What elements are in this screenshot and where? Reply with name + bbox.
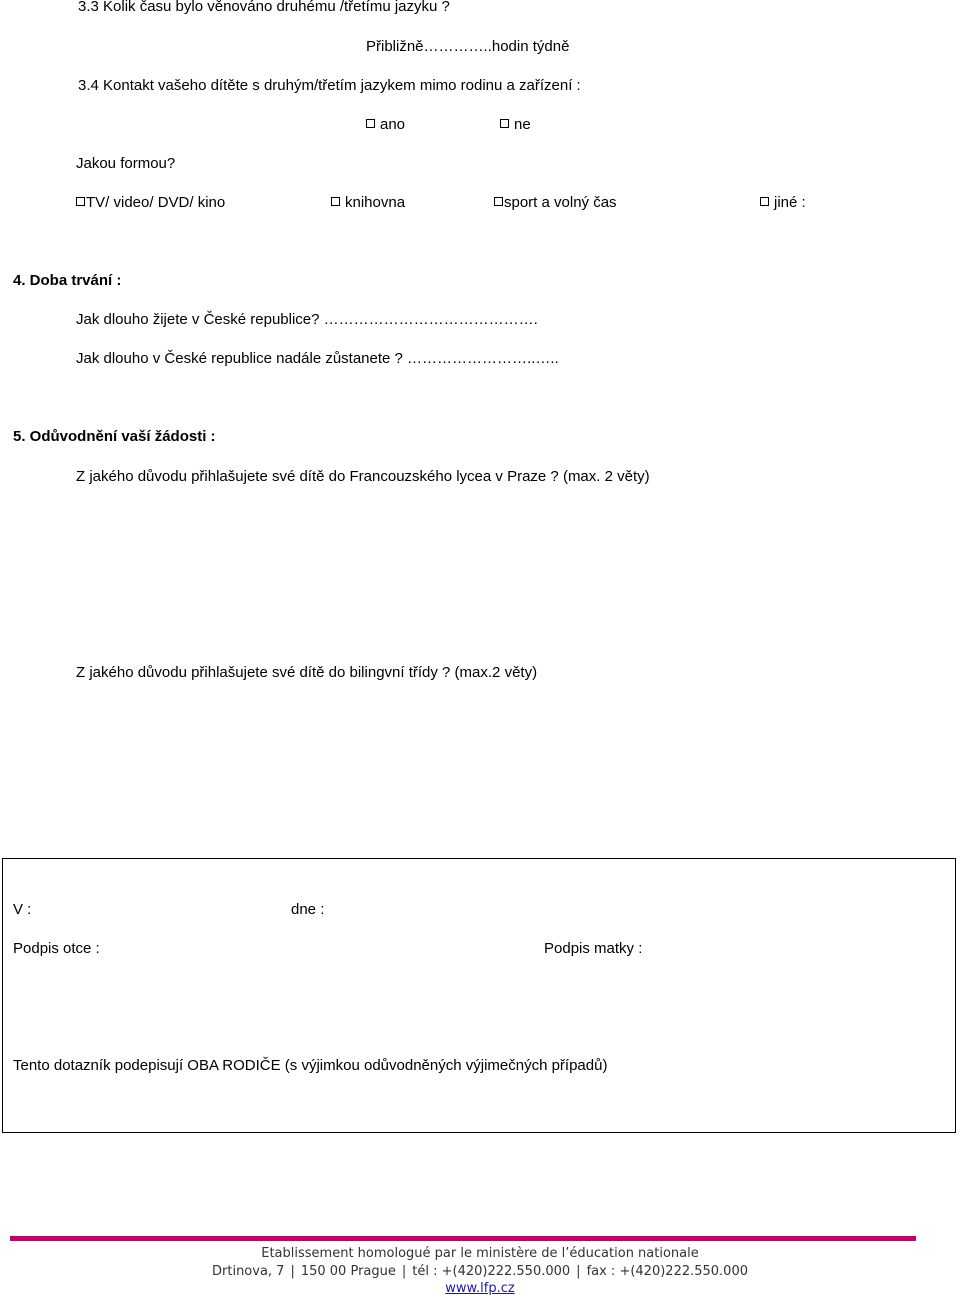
question-3-3-title: 3.3 Kolik času bylo věnováno druhému /třetímu jazyku ? (78, 0, 450, 15)
checkbox-icon[interactable] (760, 197, 769, 206)
option-tv-video-label: TV/ video/ DVD/ kino (86, 194, 226, 211)
reason-lycee-question: Z jakého důvodu přihlašujete své dítě do Francouzského lycea v Praze ? (max. 2 věty) (76, 468, 650, 485)
section-5-heading: 5. Odůvodnění vaší žádosti : (13, 428, 216, 445)
residence-duration-question: Jak dlouho žijete v České republice? ……………………………………. (76, 311, 538, 328)
checkbox-icon[interactable] (331, 197, 340, 206)
footer-fax: fax : +(420)222.550.000 (586, 1264, 748, 1279)
footer-address: Drtinova, 7 (212, 1264, 285, 1279)
form-question: Jakou formou? (76, 155, 176, 172)
stay-duration-question: Jak dlouho v České republice nadále zůstanete ? ……………………..….. (76, 350, 559, 367)
option-other-label: jiné : (774, 194, 806, 211)
signature-note: Tento dotazník podepisují OBA RODIČE (s výjimkou odůvodněných výjimečných případů) (13, 1057, 608, 1074)
date-label: dne : (291, 901, 325, 918)
footer-separator: | (401, 1264, 407, 1279)
checkbox-icon[interactable] (366, 119, 375, 128)
option-other[interactable] (760, 194, 806, 212)
question-3-4-title: 3.4 Kontakt vašeho dítěte s druhým/třetím jazykem mimo rodinu a zařízení : (78, 77, 581, 94)
mother-signature-label: Podpis matky : (544, 940, 643, 957)
father-signature-label: Podpis otce : (13, 940, 100, 957)
footer-web-line (0, 1281, 960, 1297)
footer-contact-line (0, 1264, 960, 1280)
place-label: V : (13, 901, 32, 918)
option-sport-label: sport a volný čas (504, 194, 617, 211)
checkbox-icon[interactable] (494, 197, 503, 206)
checkbox-icon[interactable] (500, 119, 509, 128)
question-3-3-answer: Přibližně…………..hodin týdně (366, 38, 570, 55)
option-no[interactable] (500, 116, 531, 134)
footer-divider (10, 1236, 916, 1241)
option-library-label: knihovna (345, 194, 406, 211)
footer-separator: | (290, 1264, 295, 1279)
option-tv-video[interactable] (76, 194, 225, 212)
footer-accreditation: Etablissement homologué par le ministère de l’éducation nationale (261, 1246, 699, 1261)
option-sport[interactable] (494, 194, 617, 212)
footer-website-link[interactable]: www.lfp.cz (445, 1281, 515, 1296)
option-yes[interactable] (366, 116, 405, 134)
signature-box (2, 858, 956, 1133)
checkbox-icon[interactable] (76, 197, 85, 206)
option-yes-label: ano (380, 116, 406, 133)
reason-bilingual-question: Z jakého důvodu přihlašujete své dítě do bilingvní třídy ? (max.2 věty) (76, 664, 538, 681)
section-4-heading: 4. Doba trvání : (13, 272, 122, 289)
footer-postal: 150 00 Prague (300, 1264, 396, 1279)
footer-phone: tél : +(420)222.550.000 (412, 1264, 571, 1279)
footer-separator: | (576, 1264, 581, 1279)
option-no-label: ne (514, 116, 531, 133)
option-library[interactable] (331, 194, 405, 212)
